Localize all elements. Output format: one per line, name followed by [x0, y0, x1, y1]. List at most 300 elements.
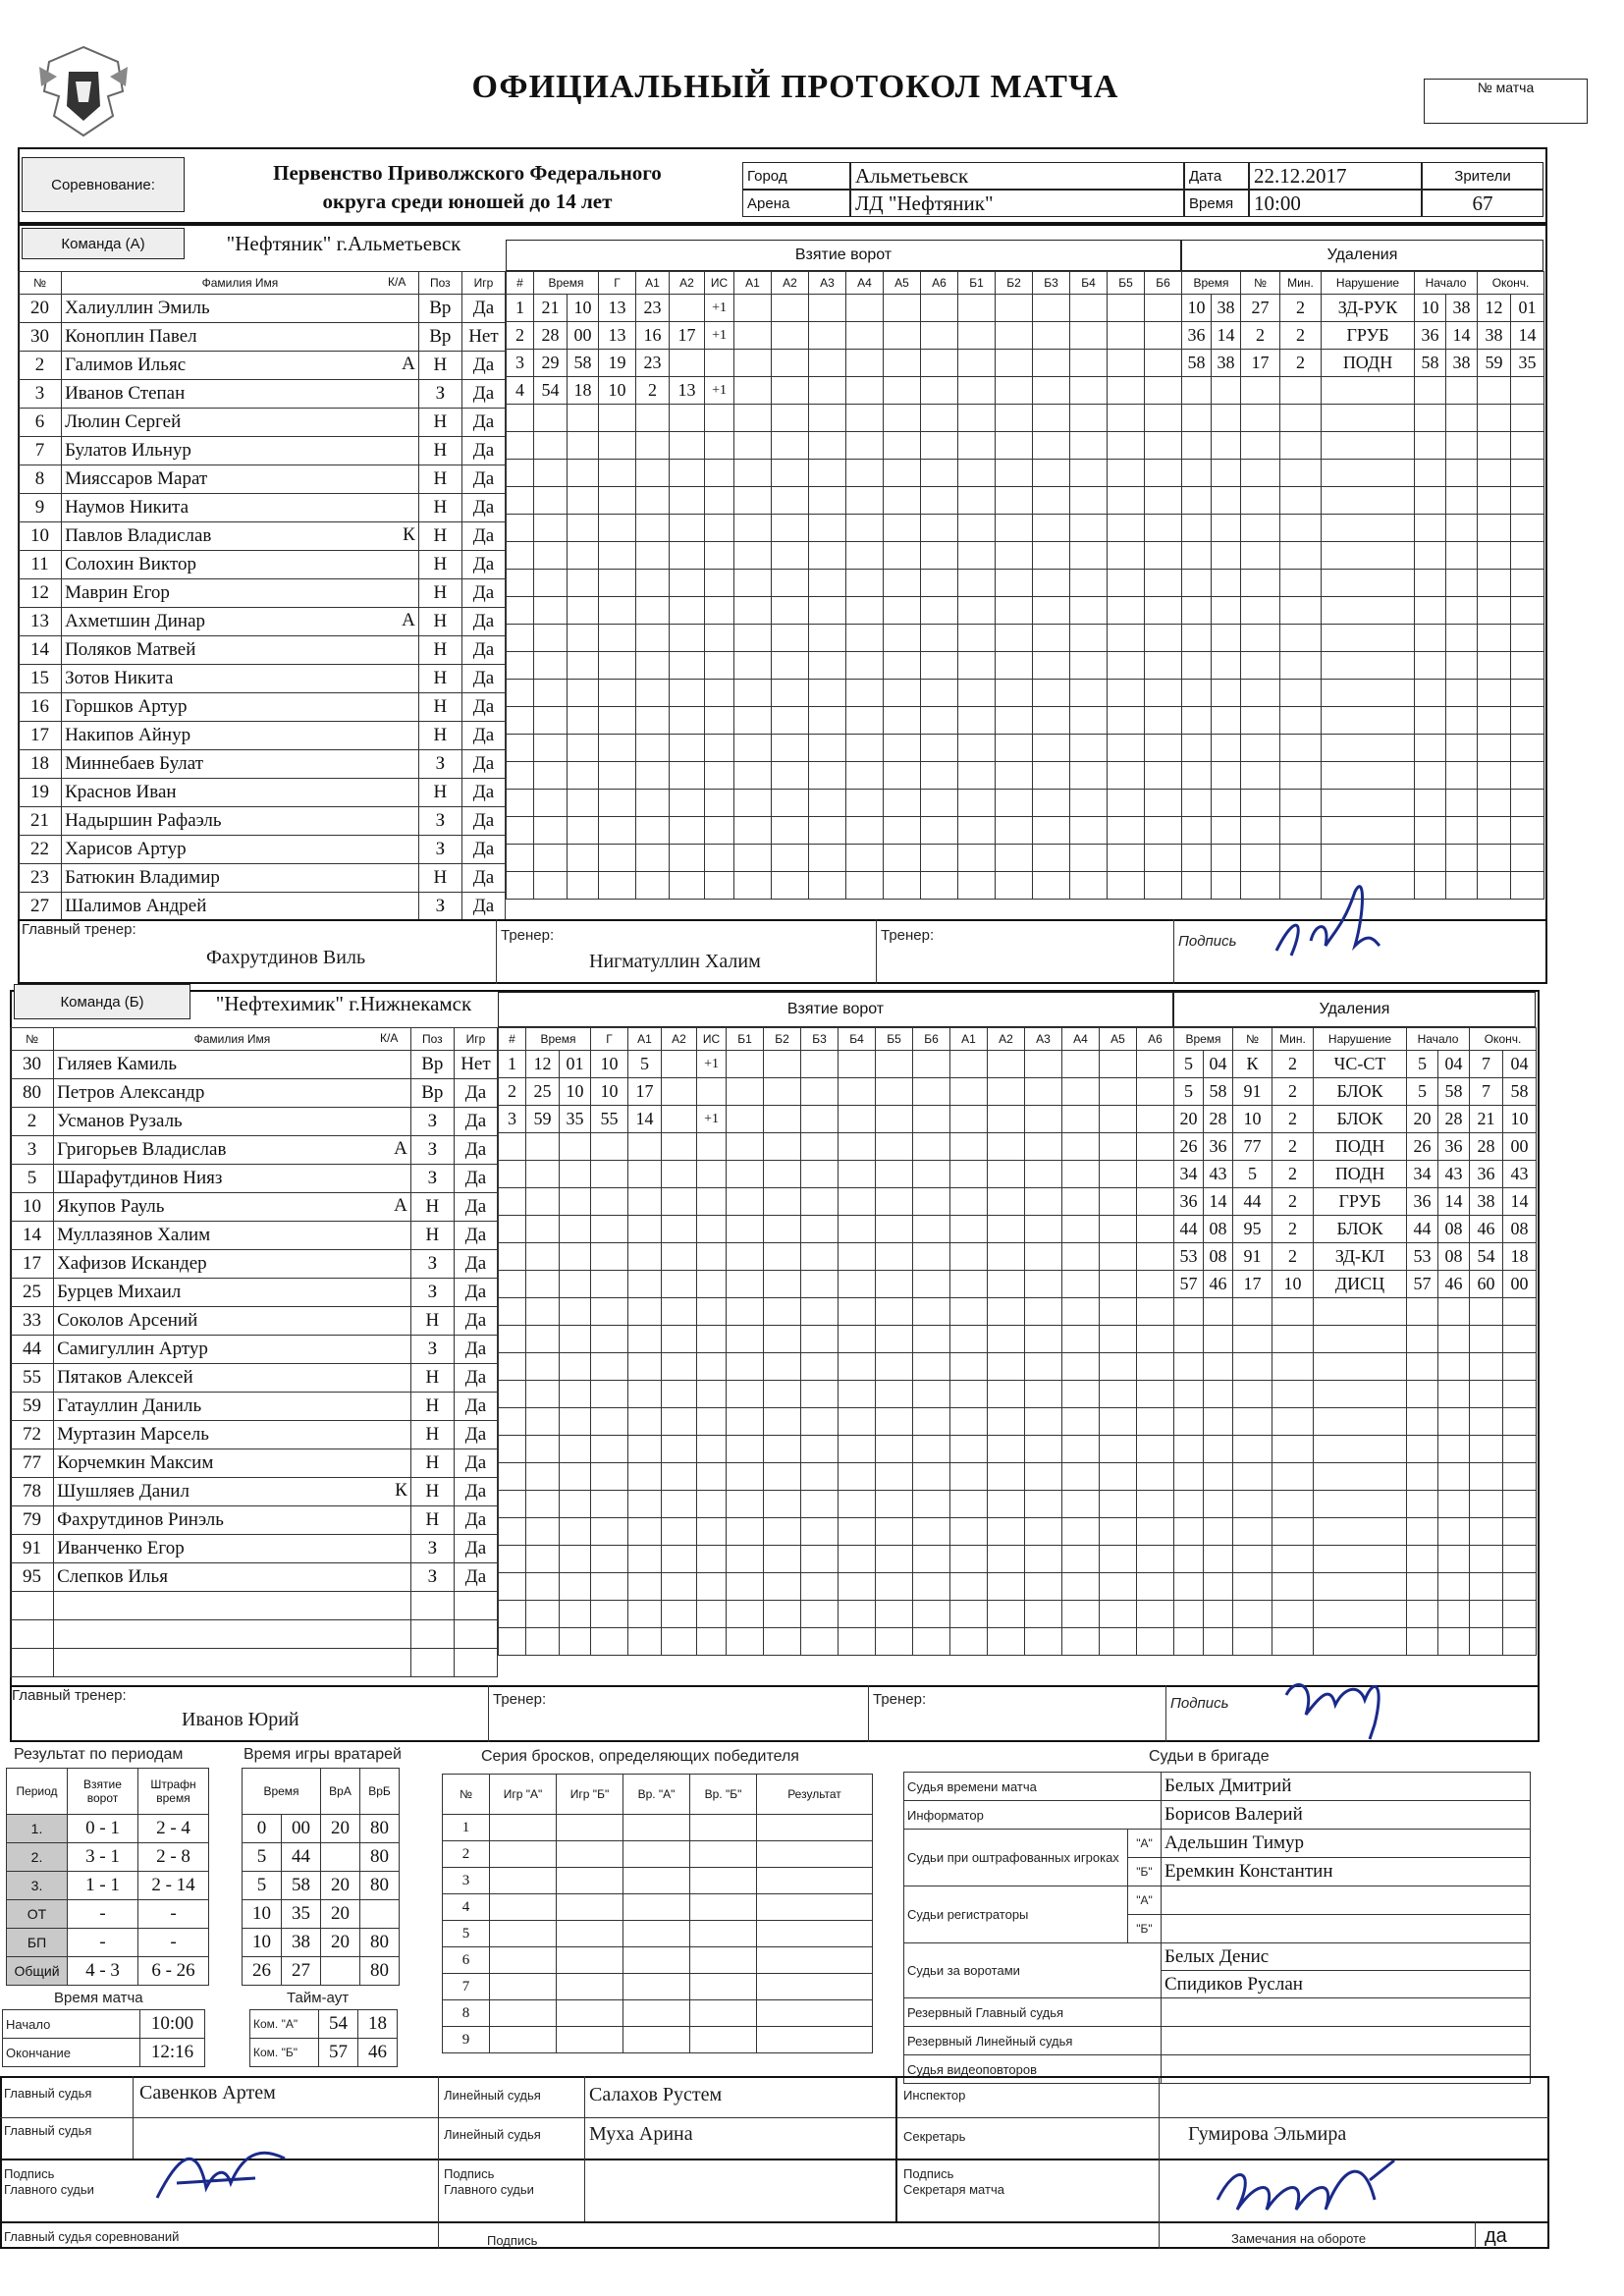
- penalty-minute: [1182, 487, 1212, 515]
- col-no: №: [11, 1028, 54, 1051]
- penalty-end-min: 38: [1470, 1188, 1503, 1216]
- goal-assist-1: [628, 1133, 662, 1161]
- player-position: Н: [418, 579, 461, 608]
- penalty-minute: [1182, 405, 1212, 432]
- on-ice-cell: [876, 1078, 913, 1106]
- penalty-start-sec: [1438, 1326, 1470, 1353]
- goal-second: [568, 735, 599, 762]
- penalty-second: [1212, 460, 1241, 487]
- penbox-a: Адельшин Тимур: [1162, 1830, 1531, 1858]
- on-ice-cell: [876, 1463, 913, 1491]
- goal-col-time: Время: [526, 1028, 591, 1051]
- penalty-minute: [1174, 1491, 1204, 1518]
- player-name: [54, 1108, 411, 1136]
- main-sign-label-2: Главного судьи: [4, 2182, 94, 2197]
- penalty-minute: [1174, 1298, 1204, 1326]
- penalty-row: [1174, 1601, 1537, 1628]
- on-ice-cell: [988, 1408, 1025, 1436]
- player-number: 8: [19, 465, 62, 494]
- on-ice-cell: [1033, 680, 1070, 707]
- period-col: Период: [7, 1769, 68, 1815]
- period-name: БП: [7, 1929, 68, 1957]
- on-ice-cell: [772, 872, 809, 900]
- on-ice-cell: [772, 432, 809, 460]
- goal-number: [499, 1573, 526, 1601]
- goal-row: [499, 1381, 1174, 1408]
- goal-assist-1: [636, 405, 670, 432]
- on-ice-cell: [884, 680, 921, 707]
- goal-minute: [526, 1518, 560, 1546]
- penalty-player: 17: [1241, 350, 1280, 377]
- on-ice-cell: [1137, 1188, 1174, 1216]
- period-goals-col: Взятие ворот: [68, 1769, 138, 1815]
- player-number: 12: [19, 579, 62, 608]
- goal-scorer: [599, 817, 636, 845]
- player-played: Да: [454, 1079, 497, 1108]
- city-label: Город: [742, 162, 850, 190]
- shootout-cell: [557, 1841, 623, 1868]
- penalty-minutes: [1272, 1601, 1314, 1628]
- on-ice-cell: [913, 1216, 950, 1243]
- on-ice-cell: [1100, 1188, 1137, 1216]
- penalty-row: [1182, 350, 1544, 377]
- goal-col-12: Б1: [958, 272, 996, 295]
- penalty-player: [1233, 1381, 1272, 1408]
- goal-minute: [526, 1491, 560, 1518]
- penalty-start-min: [1415, 460, 1446, 487]
- on-ice-cell: [846, 515, 884, 542]
- shootout-row: [443, 2027, 873, 2053]
- team-a-coach3-label: Тренер:: [881, 927, 935, 944]
- shootout-col-2: Игр "Б": [557, 1775, 623, 1815]
- penalty-minute: 5: [1174, 1078, 1204, 1106]
- shootout-col-4: Вр. "Б": [690, 1775, 757, 1815]
- on-ice-cell: [921, 872, 958, 900]
- goal-row: [499, 1436, 1174, 1463]
- on-ice-cell: [913, 1051, 950, 1078]
- goal-assist-1: [636, 542, 670, 570]
- match-start-label: Начало: [3, 2010, 140, 2039]
- penalty-end-min: [1478, 515, 1511, 542]
- penalty-end-min: [1478, 790, 1511, 817]
- on-ice-cell: [1062, 1106, 1100, 1133]
- player-name-text: Халиуллин Эмиль: [65, 298, 210, 318]
- player-position: З: [418, 750, 461, 779]
- penalty-end-min: [1470, 1381, 1503, 1408]
- on-ice-cell: [950, 1133, 988, 1161]
- penbox-b-tag: "Б": [1128, 1858, 1162, 1886]
- on-ice-cell: [958, 707, 996, 735]
- informer-label: Информатор: [904, 1801, 1162, 1830]
- on-ice-cell: [1062, 1188, 1100, 1216]
- goal-col-0: #: [507, 272, 534, 295]
- goal-number: [499, 1436, 526, 1463]
- on-ice-cell: [1062, 1216, 1100, 1243]
- on-ice-cell: [884, 487, 921, 515]
- goal-assist-2: [670, 432, 705, 460]
- penalty-row: [1182, 377, 1544, 405]
- penalty-start-sec: [1446, 405, 1478, 432]
- on-ice-cell: [727, 1133, 764, 1161]
- on-ice-cell: [921, 652, 958, 680]
- goalie-row: [243, 1929, 400, 1957]
- on-ice-cell: [801, 1271, 839, 1298]
- penalty-end-sec: 14: [1503, 1188, 1537, 1216]
- goal-second: [560, 1546, 591, 1573]
- on-ice-cell: [846, 707, 884, 735]
- goal-row: [499, 1463, 1174, 1491]
- penalty-end-sec: [1503, 1518, 1537, 1546]
- main2-sign-label-2: Главного судьи: [444, 2182, 534, 2197]
- goal-situation: [705, 652, 734, 680]
- player-name: [62, 893, 419, 921]
- shootout-cell: [490, 1815, 557, 1841]
- goal-situation: [705, 350, 734, 377]
- player-played: Да: [454, 1250, 497, 1279]
- on-ice-cell: [727, 1188, 764, 1216]
- on-ice-cell: [809, 542, 846, 570]
- goal-number: [507, 735, 534, 762]
- penalty-end-min: [1478, 762, 1511, 790]
- penalty-row: [1174, 1326, 1537, 1353]
- on-ice-cell: [809, 377, 846, 405]
- goal-assist-1: [628, 1518, 662, 1546]
- team-a-coach2-label: Тренер:: [501, 927, 555, 944]
- penalty-end-sec: 00: [1503, 1133, 1537, 1161]
- goal-minute: [534, 405, 568, 432]
- goal-assist-1: [628, 1188, 662, 1216]
- on-ice-cell: [1145, 625, 1182, 652]
- roster-row: [19, 494, 506, 522]
- goal-assist-2: [662, 1051, 697, 1078]
- penalty-minutes: 2: [1280, 322, 1322, 350]
- on-ice-cell: [1062, 1078, 1100, 1106]
- on-ice-cell: [727, 1216, 764, 1243]
- shootout-cell: [690, 1947, 757, 1974]
- on-ice-cell: [809, 597, 846, 625]
- goal-judge-1: Белых Денис: [1162, 1943, 1531, 1971]
- goalie-a: 20: [321, 1900, 360, 1929]
- on-ice-cell: [809, 432, 846, 460]
- penalty-end-sec: [1511, 872, 1544, 900]
- on-ice-cell: [913, 1298, 950, 1326]
- player-name: [54, 1250, 411, 1279]
- on-ice-cell: [921, 817, 958, 845]
- shootout-cell: [623, 1947, 690, 1974]
- goal-row: [507, 680, 1182, 707]
- penalty-second: 38: [1212, 350, 1241, 377]
- penalty-minutes: 2: [1272, 1216, 1314, 1243]
- on-ice-cell: [1145, 515, 1182, 542]
- team-b-coach-label: Главный тренер:: [12, 1687, 127, 1704]
- periods-title: Результат по периодам: [14, 1746, 184, 1763]
- penalty-row: [1174, 1051, 1537, 1078]
- on-ice-cell: [839, 1601, 876, 1628]
- goal-row: [507, 707, 1182, 735]
- on-ice-cell: [1062, 1628, 1100, 1656]
- penalty-end-min: [1470, 1463, 1503, 1491]
- player-number: 17: [19, 722, 62, 750]
- penalty-second: 14: [1204, 1188, 1233, 1216]
- penalty-end-sec: [1511, 652, 1544, 680]
- on-ice-cell: [801, 1161, 839, 1188]
- penalty-foul: [1314, 1408, 1407, 1436]
- goal-number: [507, 515, 534, 542]
- on-ice-cell: [921, 295, 958, 322]
- on-ice-cell: [1100, 1353, 1137, 1381]
- on-ice-cell: [876, 1518, 913, 1546]
- on-ice-cell: [1070, 322, 1108, 350]
- on-ice-cell: [1137, 1601, 1174, 1628]
- goal-minute: [534, 432, 568, 460]
- penalty-minute: 10: [1182, 295, 1212, 322]
- roster-row: [11, 1250, 498, 1279]
- goal-second: [568, 625, 599, 652]
- on-ice-cell: [734, 542, 772, 570]
- on-ice-cell: [801, 1106, 839, 1133]
- on-ice-cell: [1108, 460, 1145, 487]
- penalty-foul: [1322, 432, 1415, 460]
- penalty-minute: [1174, 1436, 1204, 1463]
- roster-row: [11, 1535, 498, 1563]
- on-ice-cell: [846, 762, 884, 790]
- penalty-minutes: [1272, 1381, 1314, 1408]
- goal-col-13: Б2: [996, 272, 1033, 295]
- penalty-player: 95: [1233, 1216, 1272, 1243]
- penalty-row: [1174, 1188, 1537, 1216]
- goal-second: [568, 405, 599, 432]
- penalty-end-min: 54: [1470, 1243, 1503, 1271]
- timeout-a-label: Ком. "А": [250, 2010, 319, 2039]
- player-name: [62, 295, 419, 323]
- date-label: Дата: [1184, 162, 1249, 190]
- goal-assist-2: [662, 1188, 697, 1216]
- player-position: Н: [418, 608, 461, 636]
- player-name-text: Наумов Никита: [65, 497, 189, 518]
- player-name-text: Хафизов Искандер: [57, 1253, 207, 1274]
- on-ice-cell: [884, 350, 921, 377]
- goal-col-4: А2: [670, 272, 705, 295]
- on-ice-cell: [764, 1518, 801, 1546]
- goal-minute: [526, 1298, 560, 1326]
- on-ice-cell: [1070, 542, 1108, 570]
- player-position: Н: [418, 465, 461, 494]
- goal-number: [507, 625, 534, 652]
- player-position: З: [410, 1108, 454, 1136]
- on-ice-cell: [913, 1243, 950, 1271]
- penalty-minute: [1182, 845, 1212, 872]
- penalty-minutes: 2: [1272, 1106, 1314, 1133]
- goalie-b-col: ВрБ: [360, 1769, 400, 1815]
- on-ice-cell: [950, 1298, 988, 1326]
- main-referee-label: Главный судья: [4, 2086, 92, 2101]
- player-position: З: [410, 1336, 454, 1364]
- penalty-end-min: [1470, 1491, 1503, 1518]
- penalty-second: [1204, 1408, 1233, 1436]
- shootout-row: [443, 1947, 873, 1974]
- player-position: З: [410, 1279, 454, 1307]
- goal-minute: [534, 570, 568, 597]
- goalies-title: Время игры вратарей: [244, 1746, 402, 1763]
- penalty-minutes: [1280, 487, 1322, 515]
- goal-scorer: [599, 872, 636, 900]
- penalty-minute: 36: [1182, 322, 1212, 350]
- goal-scorer: [591, 1243, 628, 1271]
- on-ice-cell: [839, 1491, 876, 1518]
- goalie-row: [243, 1872, 400, 1900]
- goal-row: [507, 295, 1182, 322]
- period-row: [7, 1900, 209, 1929]
- penalty-player: [1241, 460, 1280, 487]
- period-penalties: -: [138, 1900, 209, 1929]
- on-ice-cell: [809, 460, 846, 487]
- goal-number: [499, 1628, 526, 1656]
- penalty-row: [1182, 652, 1544, 680]
- penalty-end-min: 59: [1478, 350, 1511, 377]
- on-ice-cell: [950, 1546, 988, 1573]
- player-number: [11, 1592, 54, 1620]
- goal-col-8: А3: [809, 272, 846, 295]
- on-ice-cell: [1100, 1216, 1137, 1243]
- penalty-foul: ЗД-КЛ: [1314, 1243, 1407, 1271]
- goal-assist-1: [636, 762, 670, 790]
- on-ice-cell: [996, 845, 1033, 872]
- player-name: [62, 579, 419, 608]
- on-ice-cell: [1145, 295, 1182, 322]
- goal-row: [507, 762, 1182, 790]
- goal-second: 18: [568, 377, 599, 405]
- penalty-player: [1241, 790, 1280, 817]
- on-ice-cell: [921, 762, 958, 790]
- penalty-end-sec: [1511, 817, 1544, 845]
- on-ice-cell: [1070, 432, 1108, 460]
- on-ice-cell: [734, 817, 772, 845]
- scorers-a-tag: "А": [1128, 1886, 1162, 1915]
- goal-second: 01: [560, 1051, 591, 1078]
- player-name: [54, 1079, 411, 1108]
- on-ice-cell: [1100, 1573, 1137, 1601]
- goal-number: [507, 652, 534, 680]
- player-name-text: Шарафутдинов Нияз: [57, 1168, 223, 1188]
- penalty-foul: [1322, 790, 1415, 817]
- goal-scorer: [599, 597, 636, 625]
- penalty-second: [1204, 1298, 1233, 1326]
- goal-situation: [705, 487, 734, 515]
- player-position: Н: [410, 1222, 454, 1250]
- on-ice-cell: [764, 1078, 801, 1106]
- on-ice-cell: [1137, 1216, 1174, 1243]
- scorers-label: Судьи регистраторы: [904, 1886, 1128, 1943]
- on-ice-cell: [764, 1106, 801, 1133]
- goal-row: [507, 625, 1182, 652]
- penalty-player: [1241, 625, 1280, 652]
- on-ice-cell: [1108, 350, 1145, 377]
- on-ice-cell: [913, 1491, 950, 1518]
- shootout-cell: [490, 1841, 557, 1868]
- player-name: [54, 1592, 411, 1620]
- roster-row: [19, 636, 506, 665]
- on-ice-cell: [988, 1078, 1025, 1106]
- player-ka: А: [402, 354, 415, 374]
- penalty-start-min: 5: [1407, 1078, 1438, 1106]
- player-position: З: [418, 893, 461, 921]
- player-name: [54, 1051, 411, 1079]
- team-a-signature: [1257, 852, 1414, 980]
- on-ice-cell: [996, 432, 1033, 460]
- player-number: 14: [11, 1222, 54, 1250]
- match-number-box[interactable]: [1424, 79, 1588, 124]
- penalty-minutes: [1280, 735, 1322, 762]
- penalty-start-min: [1407, 1628, 1438, 1656]
- penalty-second: [1204, 1491, 1233, 1518]
- penalty-second: [1212, 652, 1241, 680]
- penalty-player: [1241, 597, 1280, 625]
- penalty-row: [1182, 735, 1544, 762]
- on-ice-cell: [801, 1353, 839, 1381]
- secretary-label: Секретарь: [903, 2129, 966, 2144]
- penalty-foul: [1322, 680, 1415, 707]
- goal-number: [499, 1216, 526, 1243]
- penalty-foul: БЛОК: [1314, 1078, 1407, 1106]
- on-ice-cell: [913, 1326, 950, 1353]
- time-value: 10:00: [1249, 190, 1422, 217]
- penalty-end-min: [1478, 652, 1511, 680]
- goal-second: [560, 1133, 591, 1161]
- shootout-cell: [490, 2027, 557, 2053]
- goal-number: [499, 1381, 526, 1408]
- player-position: [410, 1620, 454, 1649]
- goal-row: [499, 1271, 1174, 1298]
- goal-minute: [534, 790, 568, 817]
- on-ice-cell: [988, 1188, 1025, 1216]
- penalty-start-min: [1415, 515, 1446, 542]
- player-number: 44: [11, 1336, 54, 1364]
- goal-assist-2: [670, 597, 705, 625]
- goal-number: [499, 1463, 526, 1491]
- player-position: Н: [418, 409, 461, 437]
- on-ice-cell: [1025, 1161, 1062, 1188]
- penalty-player: [1233, 1518, 1272, 1546]
- goal-minute: [534, 652, 568, 680]
- goal-col-7: Б2: [764, 1028, 801, 1051]
- player-played: Да: [461, 295, 505, 323]
- on-ice-cell: [921, 322, 958, 350]
- goal-assist-1: [628, 1353, 662, 1381]
- on-ice-cell: [958, 570, 996, 597]
- penalty-second: [1212, 542, 1241, 570]
- goal-scorer: [599, 460, 636, 487]
- shootout-cell: [557, 2027, 623, 2053]
- penalty-end-sec: [1511, 790, 1544, 817]
- shootout-cell: [557, 2000, 623, 2027]
- team-a-coach: Фахрутдинов Виль: [206, 947, 366, 968]
- goal-assist-2: [662, 1243, 697, 1271]
- on-ice-cell: [727, 1326, 764, 1353]
- on-ice-cell: [1070, 735, 1108, 762]
- penalty-foul: [1322, 515, 1415, 542]
- goal-assist-1: [628, 1601, 662, 1628]
- penalty-start-sec: 38: [1446, 295, 1478, 322]
- on-ice-cell: [876, 1546, 913, 1573]
- penalty-minutes: [1280, 570, 1322, 597]
- on-ice-cell: [1025, 1518, 1062, 1546]
- on-ice-cell: [839, 1381, 876, 1408]
- on-ice-cell: [846, 542, 884, 570]
- on-ice-cell: [988, 1381, 1025, 1408]
- on-ice-cell: [846, 790, 884, 817]
- on-ice-cell: [1137, 1271, 1174, 1298]
- col-name: Фамилия Имя: [54, 1028, 411, 1051]
